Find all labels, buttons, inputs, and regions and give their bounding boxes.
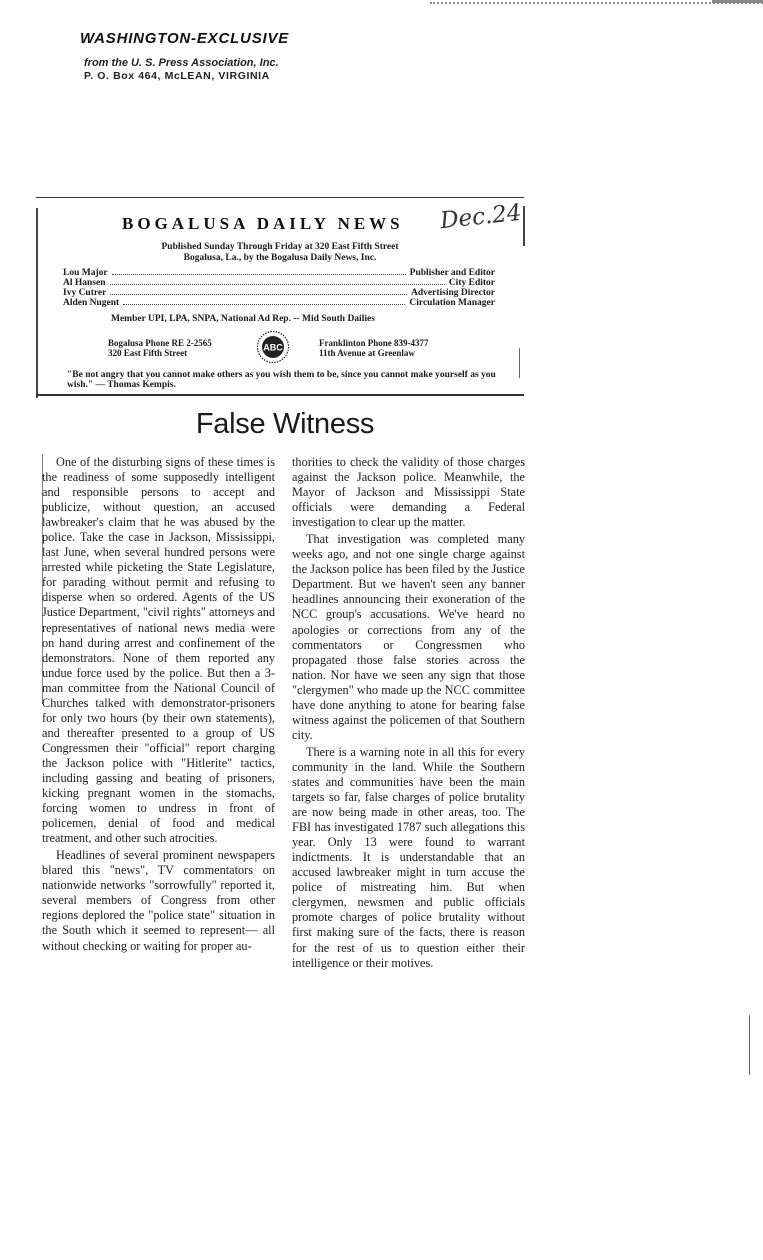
page-edge-mark [749,1015,750,1075]
article-paragraph: thorities to check the validity of those charges against the Jackson police. Meanwhile, the Mayor of Jackson and Mississippi State officials were demanding a Federal investigation to clear up the matter. [292,455,525,530]
masthead-quote: "Be not angry that you cannot make others as you wish them to be, since you cannot make yourself as you wish." — Thomas Kempis. [67,370,496,390]
article-title: False Witness [195,408,375,440]
newspaper-name: BOGALUSA DAILY NEWS [122,214,404,233]
handwritten-date: Dec.24 [438,199,523,235]
press-title: WASHINGTON-EXCLUSIVE [80,30,290,47]
press-from-line: from the U. S. Press Association, Inc. [84,57,279,69]
newspaper-masthead [36,197,524,401]
franklinton-phone: Franklinton Phone 839-4377 [319,338,429,348]
staff-role: Publisher and Editor [409,268,495,278]
dot-leader [112,274,406,275]
abc-seal-icon [256,330,290,364]
membership-line: Member UPI, LPA, SNPA, National Ad Rep. -- Mid South Dailies [111,314,375,324]
staff-list [63,268,495,308]
article-paragraph: One of the disturbing signs of these times is the readiness of some supposedly intelligent and responsible persons to accept and publicize, without question, an accused lawbreaker's claim that he was abused by the police. Take the case in Jackson, Mississippi, last June, when several hundred persons were arrested while picketing the State Legislature, for parading without permit and refusing to disperse when so ordered. Agents of the US Justice Department, "civil rights" attorneys and representatives of national news media were on hand during arrest and confinement of the demonstrators. None of them reported any undue force used by the police. But then a 3-man committee from the National Council of Churches talked with demonstrator-prisoners for only two hours (by their own statements), and thereafter presented to a group of US Congressmen their "official" report charging the Jackson police with "Hitlerite" tactics, including gassing and beating of prisoners, kicking pregnant women in the stomachs, forcing women to undress in front of policemen, denial of food and medical treatment, and other such atrocities. [42,455,275,846]
dot-leader [110,294,407,295]
publication-info [130,242,430,264]
article-column-left [42,455,275,954]
press-address: P. O. Box 464, McLEAN, VIRGINIA [84,70,270,82]
staff-name: Ivy Cutrer [63,288,107,298]
bogalusa-contact [108,338,212,358]
masthead-left-rule [36,208,38,398]
staff-row [63,298,495,308]
franklinton-contact [319,338,429,358]
publication-line-1: Published Sunday Through Friday at 320 East Fifth Street [161,242,399,252]
article-paragraph: That investigation was completed many weeks ago, and not one single charge against the Jackson police has been filed by the Justice Department. But we haven't seen any banner headlines announcing their exoneration of the NCC group's accusations. We've heard no apologies or corrections from any of the commentators or Congressmen who propagated those false stories across the nation. Nor have we seen any sign that those "clergymen" who made up the NCC committee have done anything to atone for bearing false witness against the policemen of that Southern city. [292,532,525,742]
staff-role: City Editor [448,278,495,288]
staff-role: Circulation Manager [409,298,495,308]
bogalusa-phone: Bogalusa Phone RE 2-2565 [108,338,212,348]
article-paragraph: Headlines of several prominent newspapers blared this "news", TV commentators on nationwide networks "sorrowfully" reported it, several members of Congress from other regions deplored the "police state" situation in the South which it seemed to represent— all without checking or waiting for proper au- [42,848,275,953]
quote-right-rule [519,348,520,378]
bogalusa-address: 320 East Fifth Street [108,348,188,358]
article-paragraph: There is a warning note in all this for every community in the land. While the Southern states and communities have been the main targets so far, false charges of police brutality are now being made in other areas, too. The FBI has investigated 1787 such allegations this year. Only 13 were found to warrant indictments. It is understandable that an accused lawbreaker might in turn accuse the police of mistreating him. But when clergymen, newsmen and public officials promote charges of police brutality without first making sure of the facts, there is reason for the rest of us to question either their intelligence or their motives. [292,744,525,970]
press-header [80,30,289,82]
seal-text: ABC [263,342,283,353]
staff-row [63,268,495,278]
staff-row [63,278,495,288]
top-edge-mark [712,0,763,3]
franklinton-address: 11th Avenue at Greenlaw [319,348,415,358]
dot-leader [110,284,445,285]
staff-row [63,288,495,298]
staff-name: Alden Nugent [63,298,120,308]
staff-name: Lou Major [63,268,108,278]
masthead-right-rule [523,206,525,246]
dot-leader [123,304,405,305]
staff-name: Al Hansen [63,278,106,288]
staff-role: Advertising Director [411,288,495,298]
masthead-bottom-rule [36,394,524,396]
article-column-right [292,455,525,971]
publication-line-2: Bogalusa, La., by the Bogalusa Daily News, Inc. [183,253,377,263]
